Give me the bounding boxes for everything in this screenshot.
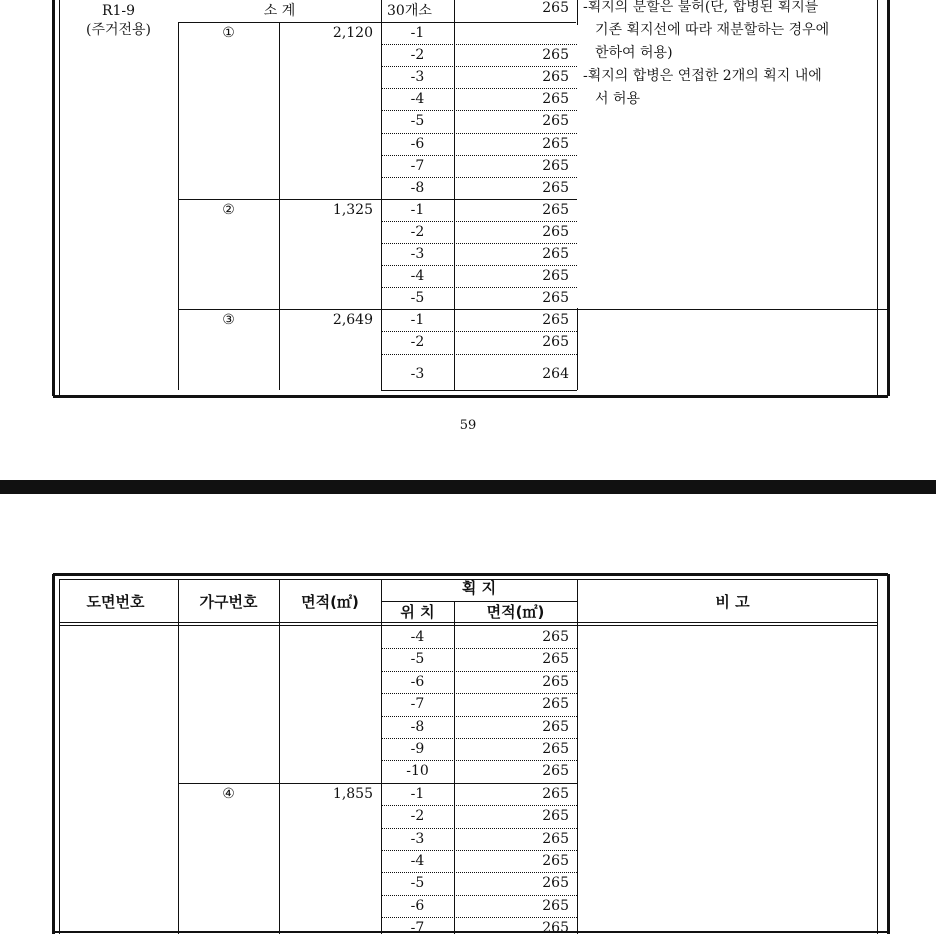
lot-area: 265	[542, 920, 569, 936]
header-rule	[59, 622, 877, 623]
subtotal-count: 30개소	[387, 3, 432, 19]
header-rule	[381, 601, 577, 602]
table-border	[52, 0, 55, 396]
lot-area: 265	[542, 47, 569, 64]
lot-area: 265	[542, 223, 569, 240]
lot-position: -1	[410, 312, 425, 329]
table-border	[53, 395, 888, 398]
lot-divider	[381, 331, 577, 332]
lot-divider	[381, 872, 577, 873]
header-rule	[59, 625, 877, 626]
lot-area: 265	[542, 179, 569, 196]
lot-area: 265	[542, 718, 569, 735]
block-area: 2,120	[332, 25, 373, 41]
lot-divider	[381, 671, 577, 672]
table-rule	[178, 22, 576, 23]
block-divider	[178, 309, 888, 310]
lot-area: 265	[542, 113, 569, 130]
block-area: 1,325	[332, 201, 373, 218]
lot-position: -5	[410, 113, 425, 130]
lot-divider	[381, 110, 577, 111]
lot-divider	[381, 177, 577, 178]
lot-area: 265	[542, 290, 569, 307]
lot-divider	[381, 895, 577, 896]
lot-position: -6	[410, 897, 425, 914]
lot-divider	[381, 828, 577, 829]
lot-area: 265	[542, 629, 569, 645]
header-lot-position: 위 치	[400, 603, 435, 621]
lot-area: 265	[542, 312, 569, 329]
lot-position: -2	[410, 223, 425, 240]
lot-area: 265	[542, 897, 569, 914]
lot-position: -5	[410, 651, 425, 668]
lot-area: 265	[542, 268, 569, 285]
lot-divider	[381, 243, 577, 244]
lot-position: -4	[410, 853, 425, 869]
remark-line: 한하여 허용)	[595, 45, 673, 61]
lot-area: 265	[542, 157, 569, 174]
lot-position: -1	[410, 201, 425, 218]
table-rule	[577, 308, 578, 390]
subtotal-area: 265	[542, 0, 569, 16]
lot-divider	[381, 760, 577, 761]
block-number: ②	[222, 201, 235, 218]
table-border	[59, 0, 60, 396]
lot-position: -6	[410, 135, 425, 152]
block-number: ④	[222, 785, 235, 802]
lot-divider	[381, 850, 577, 851]
lot-area: 265	[542, 651, 569, 668]
lot-position: -3	[410, 830, 425, 847]
lot-divider	[381, 738, 577, 739]
table-rule	[178, 579, 179, 934]
lot-area: 265	[542, 673, 569, 690]
lot-divider	[381, 648, 577, 649]
remark-line: 기존 획지선에 따라 재분할하는 경우에	[595, 22, 830, 38]
lot-area: 265	[542, 135, 569, 152]
lot-position: -5	[410, 875, 425, 892]
header-lot: 획 지	[461, 579, 497, 597]
lot-position: -7	[410, 157, 425, 174]
lot-divider	[381, 287, 577, 288]
lot-position: -4	[410, 268, 425, 285]
lot-position: -8	[410, 718, 425, 735]
remark-line: -획지의 분할은 불허(단, 합병된 획지를	[583, 0, 819, 15]
lot-area: 265	[542, 785, 569, 802]
table-border	[59, 579, 60, 934]
table-rule	[577, 579, 578, 934]
lot-position: -1	[410, 785, 425, 802]
lot-position: -7	[410, 696, 425, 713]
lot-area: 265	[542, 763, 569, 780]
lot-divider	[381, 66, 577, 67]
lot-position: -2	[410, 808, 425, 825]
table-rule	[279, 579, 280, 934]
lot-position: -1	[410, 25, 425, 41]
lot-position: -5	[410, 290, 425, 307]
lot-divider	[381, 44, 577, 45]
table-border	[52, 574, 55, 934]
lot-area: 264	[542, 365, 569, 382]
table-rule	[381, 390, 577, 391]
lot-position: -4	[410, 629, 425, 645]
lot-position: -3	[410, 365, 425, 382]
remark-line: 서 허용	[595, 91, 641, 107]
block-divider	[178, 199, 577, 200]
lot-divider	[381, 917, 577, 918]
lot-divider	[381, 265, 577, 266]
header-drawing-number: 도면번호	[86, 593, 145, 611]
page-number: 59	[459, 418, 477, 433]
header-area: 면적(㎡)	[301, 593, 359, 611]
lot-area: 265	[542, 808, 569, 825]
drawing-use: (주거전용)	[85, 22, 152, 38]
lot-divider	[381, 693, 577, 694]
remark-line: -획지의 합병은 연접한 2개의 획지 내에	[583, 68, 822, 84]
block-divider	[178, 783, 577, 784]
lot-divider	[381, 88, 577, 89]
lot-position: -10	[406, 763, 429, 780]
lot-divider	[381, 354, 577, 355]
block-number: ③	[222, 312, 235, 329]
lot-position: -3	[410, 246, 425, 262]
header-remarks: 비 고	[715, 593, 750, 611]
lot-area: 265	[542, 246, 569, 262]
subtotal-label: 소 계	[263, 3, 296, 19]
block-area: 1,855	[332, 785, 373, 802]
table-border	[877, 0, 878, 396]
lot-area: 265	[542, 334, 569, 351]
lot-divider	[381, 155, 577, 156]
header-lot-area: 면적(㎡)	[486, 603, 545, 621]
lot-position: -8	[410, 179, 425, 196]
table-border	[877, 579, 878, 934]
lot-position: -6	[410, 673, 425, 690]
lot-position: -2	[410, 47, 425, 64]
lot-divider	[381, 805, 577, 806]
block-number: ①	[222, 25, 235, 41]
lot-area: 265	[542, 91, 569, 108]
lot-position: -4	[410, 91, 425, 108]
lot-area: 265	[542, 830, 569, 847]
lot-divider	[381, 716, 577, 717]
table-border	[887, 0, 890, 396]
lot-area: 265	[542, 696, 569, 713]
lot-area: 265	[542, 69, 569, 86]
page-separator	[0, 480, 936, 494]
lot-position: -9	[410, 741, 425, 757]
lot-position: -3	[410, 69, 425, 86]
lot-area: 265	[542, 875, 569, 892]
table-rule	[577, 0, 578, 25]
lot-position: -7	[410, 920, 425, 936]
lot-area: 265	[542, 853, 569, 869]
lot-divider	[381, 221, 577, 222]
lot-area: 265	[542, 741, 569, 757]
table-border	[887, 574, 890, 934]
lot-position: -2	[410, 334, 425, 351]
table-border	[53, 573, 888, 576]
drawing-number: R1-9	[101, 3, 136, 19]
lot-area: 265	[542, 201, 569, 218]
header-block-number: 가구번호	[199, 593, 258, 611]
block-area: 2,649	[332, 312, 373, 329]
lot-divider	[381, 133, 577, 134]
